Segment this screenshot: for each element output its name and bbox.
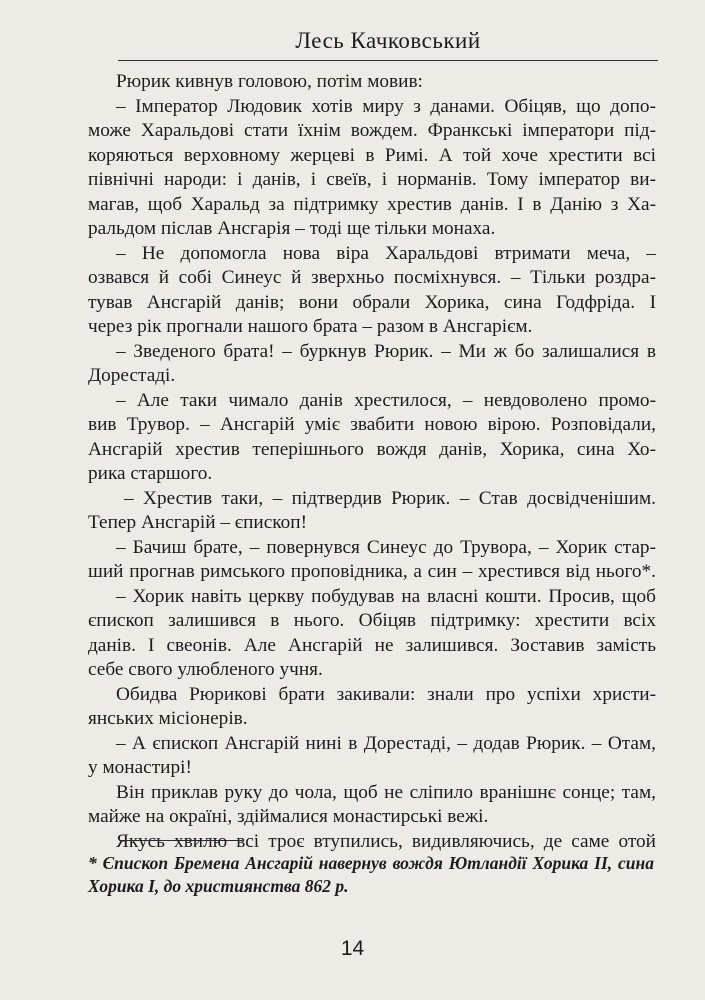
text-line: Ансгарій хрестив теперішнього вождя данів, Хорика, сина Хо-: [88, 438, 656, 460]
footnote: [88, 852, 654, 898]
text-line: у монастирі!: [88, 757, 192, 778]
text-line: – Не допомогла нова віра Харальдові втримати меча, –: [116, 242, 656, 264]
text-line: коряються верховному жерцеві в Римі. А той хоче хрестити всі: [88, 144, 656, 166]
text-line: вив Трувор. – Ансгарій уміє звабити новою вірою. Розповідали,: [88, 414, 656, 435]
text-line: – Хорик навіть церкву побудував на власні кошти. Просив, щоб: [116, 585, 656, 607]
text-line: північні народи: і данів, і свеїв, і норманів. Тому імператор ви-: [88, 169, 656, 190]
running-header: [118, 26, 658, 61]
text-line: данів. І свеонів. Але Ансгарій не залишився. Зоставив замість: [88, 634, 656, 656]
page-number: 14: [340, 937, 365, 960]
text-line: тував Ансгарій данів; вони обрали Хорика, сина Годфріда. І: [88, 291, 656, 313]
text-line: Обидва Рюрикові брати закивали: знали про успіхи христи-: [116, 683, 656, 705]
text-line: – А єпископ Ансгарій нині в Дорестаді, – додав Рюрик. – Отам,: [116, 732, 656, 754]
footnote-line: Хорика І, до християнства 862 р.: [88, 876, 349, 896]
text-line: – Зведеного брата! – буркнув Рюрик. – Ми ж бо залишалися в: [116, 340, 656, 362]
text-line: Рюрик кивнув головою, потім мовив:: [116, 71, 423, 92]
text-line: майже на окраїні, здіймалися монастирські вежі.: [88, 806, 489, 827]
author-name: Лесь Качковський: [295, 28, 481, 53]
text-line: – Але таки чимало данів хрестилося, – невдоволено промо-: [116, 389, 656, 411]
text-line: – Бачиш брате, – повернувся Синеус до Трувора, – Хорик стар-: [116, 536, 656, 558]
footnote-line: * Єпископ Бремена Ансгарій навернув вождя Ютландії Хорика ІІ, сина: [88, 853, 654, 873]
text-line: себе свого улюбленого учня.: [88, 659, 323, 680]
text-line: рика старшого.: [88, 463, 213, 484]
text-line: через рік прогнали нашого брата – разом в Ансгарієм.: [88, 316, 533, 337]
text-line: янських місіонерів.: [88, 708, 248, 729]
text-line: магав, щоб Харальд за підтримку хрестив данів. І в Данію з Ха-: [88, 193, 656, 215]
text-line: Тепер Ансгарій – єпископ!: [88, 512, 308, 533]
text-line: озвався й собі Синеус й зверхньо посміхнувся. – Тільки роздра-: [88, 267, 656, 288]
text-line: – Хрестив таки, – підтвердив Рюрик. – Став досвідченішим.: [124, 487, 656, 509]
footnote-divider: [120, 840, 242, 841]
text-line: єпископ залишився в нього. Обіцяв підтримку: хрестити всіх: [88, 610, 656, 631]
text-line: може Харальдові стати їхнім вождем. Франкські імператори під-: [88, 120, 656, 141]
main-text: [88, 70, 656, 854]
text-line: ший прогнав римського проповідника, а син – хрестився від нього*.: [88, 561, 656, 582]
text-line: Дорестаді.: [88, 365, 176, 386]
text-line: Якусь хвилю всі троє втупились, видивляючись, де саме отой: [116, 830, 656, 852]
text-line: – Імператор Людовик хотів миру з данами. Обіцяв, що допо-: [116, 95, 656, 117]
text-line: ральдом післав Ансгарія – тоді ще тільки монаха.: [88, 218, 496, 239]
text-line: Він приклав руку до чола, щоб не сліпило вранішнє сонце; там,: [116, 781, 656, 803]
